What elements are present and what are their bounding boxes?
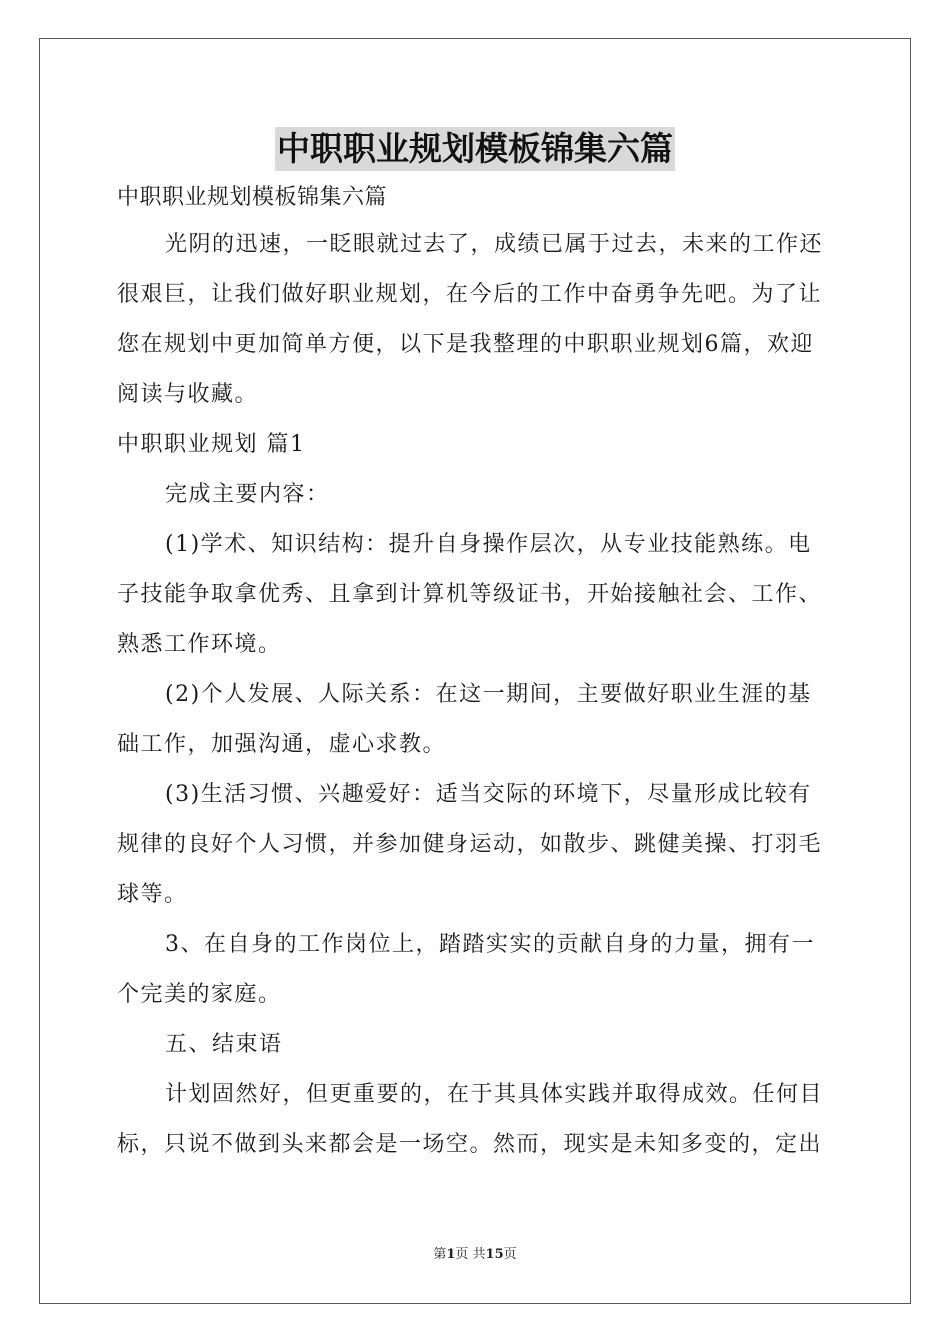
page-suffix: 页: [503, 1247, 517, 1262]
page-mid: 页 共: [455, 1247, 486, 1262]
document-body: [117, 176, 833, 1170]
paragraph-line: (1)学术、知识结构：提升自身操作层次，从专业技能熟练。电: [165, 532, 812, 557]
paragraph-line: (3)生活习惯、兴趣爱好：适当交际的环境下，尽量形成比较有: [165, 782, 812, 807]
current-page-number: 1: [446, 1247, 456, 1262]
paragraph-line: 础工作，加强沟通，虚心求教。: [117, 732, 447, 757]
title-container: [0, 127, 950, 171]
paragraph-line: 完成主要内容：: [165, 482, 330, 507]
paragraph-line: 计划固然好，但更重要的，在于其具体实践并取得成效。任何目: [165, 1082, 824, 1107]
section-heading: 中职职业规划 篇1: [117, 432, 306, 457]
paragraph-line: 您在规划中更加简单方便，以下是我整理的中职职业规划6篇，欢迎: [117, 332, 814, 357]
paragraph-line: 熟悉工作环境。: [117, 632, 282, 657]
paragraph-line: 阅读与收藏。: [117, 382, 259, 407]
page-prefix: 第: [433, 1247, 447, 1262]
total-pages: 15: [485, 1247, 504, 1262]
paragraph-line: 3、在自身的工作岗位上，踏踏实实的贡献自身的力量，拥有一: [165, 932, 815, 957]
section-heading: 五、结束语: [165, 1032, 283, 1057]
document-subtitle: 中职职业规划模板锦集六篇: [117, 185, 388, 210]
paragraph-line: 规律的良好个人习惯，并参加健身运动，如散步、跳健美操、打羽毛: [117, 832, 823, 857]
paragraph-line: 子技能争取拿优秀、且拿到计算机等级证书，开始接触社会、工作、: [117, 582, 823, 607]
paragraph-line: 个完美的家庭。: [117, 982, 282, 1007]
paragraph-line: 标，只说不做到头来都会是一场空。然而，现实是未知多变的，定出: [117, 1132, 823, 1157]
page-footer: [0, 1246, 950, 1264]
paragraph-line: 光阴的迅速，一眨眼就过去了，成绩已属于过去，未来的工作还: [165, 232, 824, 257]
document-title: 中职职业规划模板锦集六篇: [275, 127, 675, 171]
paragraph-line: (2)个人发展、人际关系：在这一期间，主要做好职业生涯的基: [165, 682, 812, 707]
paragraph-line: 球等。: [117, 882, 188, 907]
paragraph-line: 很艰巨，让我们做好职业规划，在今后的工作中奋勇争先吧。为了让: [117, 282, 823, 307]
